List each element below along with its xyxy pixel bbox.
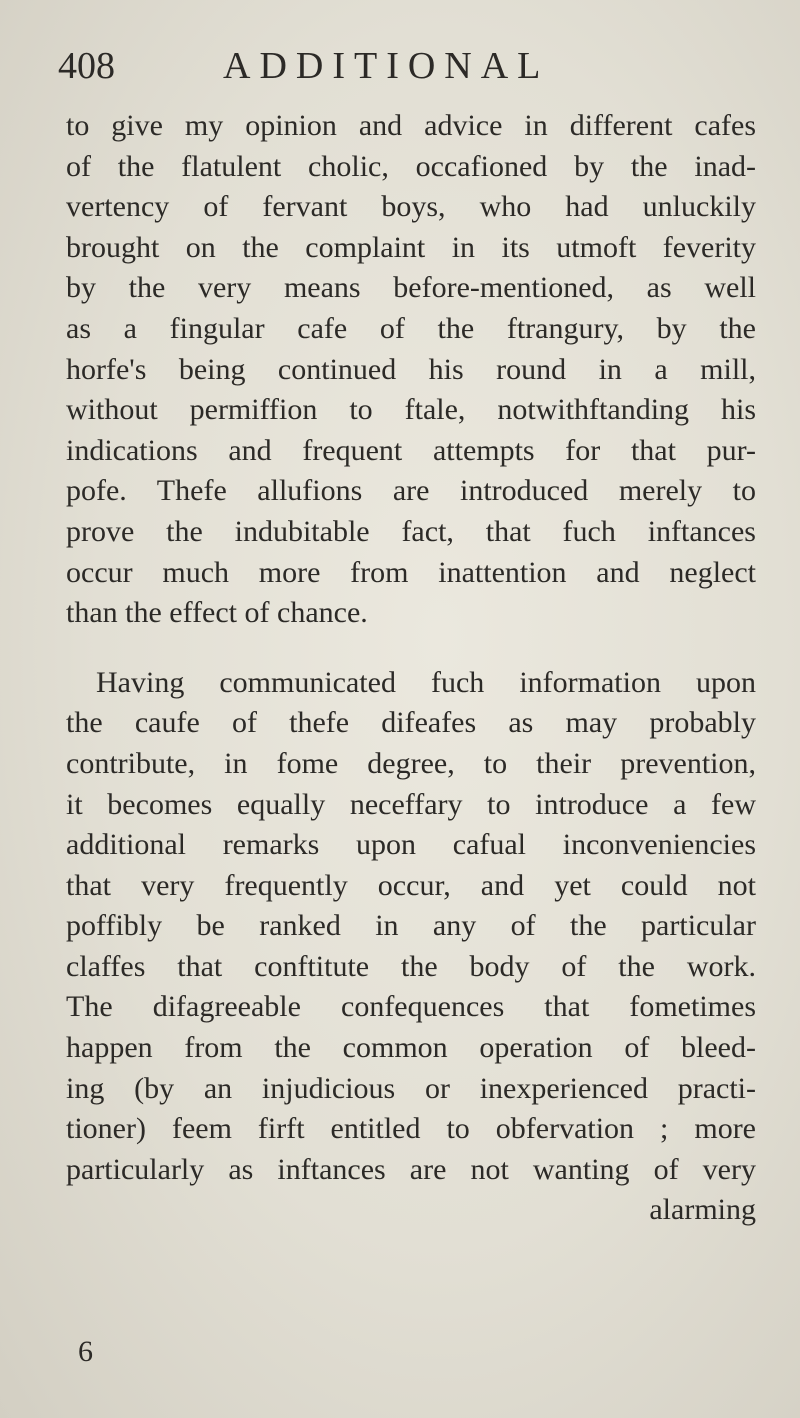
text-line: that very frequently occur, and yet could not	[66, 868, 756, 902]
paragraph-gap	[66, 634, 756, 663]
text-line: claffes that conftitute the body of the work.	[66, 949, 756, 983]
text-line: happen from the common operation of bleed-	[66, 1031, 756, 1065]
text-line: brought on the complaint in its utmoft feverity	[66, 230, 756, 264]
signature-mark: 6	[78, 1335, 93, 1368]
text-line: prove the indubitable fact, that fuch inftances	[66, 514, 756, 548]
text-line: occur much more from inattention and neglect	[66, 555, 756, 589]
text-line: pofe. Thefe allufions are introduced merely to	[66, 474, 756, 508]
page-header	[58, 42, 758, 90]
text-line: to give my opinion and advice in different cafes	[66, 109, 756, 142]
text-line: the caufe of thefe difeafes as may probably	[66, 706, 756, 740]
text-line: The difagreeable confequences that fometimes	[66, 990, 756, 1024]
text-line: vertency of fervant boys, who had unluckily	[66, 190, 756, 224]
text-line: by the very means before-mentioned, as well	[66, 271, 756, 305]
text-line: without permiffion to ftale, notwithftanding his	[66, 393, 756, 427]
text-line: horfe's being continued his round in a mill,	[66, 352, 756, 386]
text-line: than the effect of chance.	[66, 596, 368, 630]
text-line: particularly as inftances are not wanting of very	[66, 1152, 756, 1186]
text-line: indications and frequent attempts for that pur-	[66, 433, 756, 467]
text-line: as a fingular cafe of the ftrangury, by the	[66, 311, 756, 345]
paragraph-2	[66, 663, 756, 1231]
body-text	[66, 106, 756, 1231]
paragraph-1	[66, 106, 756, 634]
page-footer	[66, 1332, 756, 1372]
catchword: alarming	[649, 1193, 756, 1227]
text-line: additional remarks upon cafual inconveniencies	[66, 828, 756, 862]
text-line: poffibly be ranked in any of the particular	[66, 909, 756, 943]
text-line: Having communicated fuch information upon	[96, 665, 756, 699]
text-line: it becomes equally neceffary to introduce a few	[66, 787, 756, 821]
text-line: tioner) feem firft entitled to obfervation ; more	[66, 1112, 756, 1146]
page-number: 408	[58, 45, 115, 87]
text-line: contribute, in fome degree, to their prevention,	[66, 746, 756, 780]
text-line: ing (by an injudicious or inexperienced practi-	[66, 1071, 756, 1105]
text-line: of the flatulent cholic, occafioned by the inad-	[66, 149, 756, 183]
running-head: ADDITIONAL	[223, 45, 550, 87]
